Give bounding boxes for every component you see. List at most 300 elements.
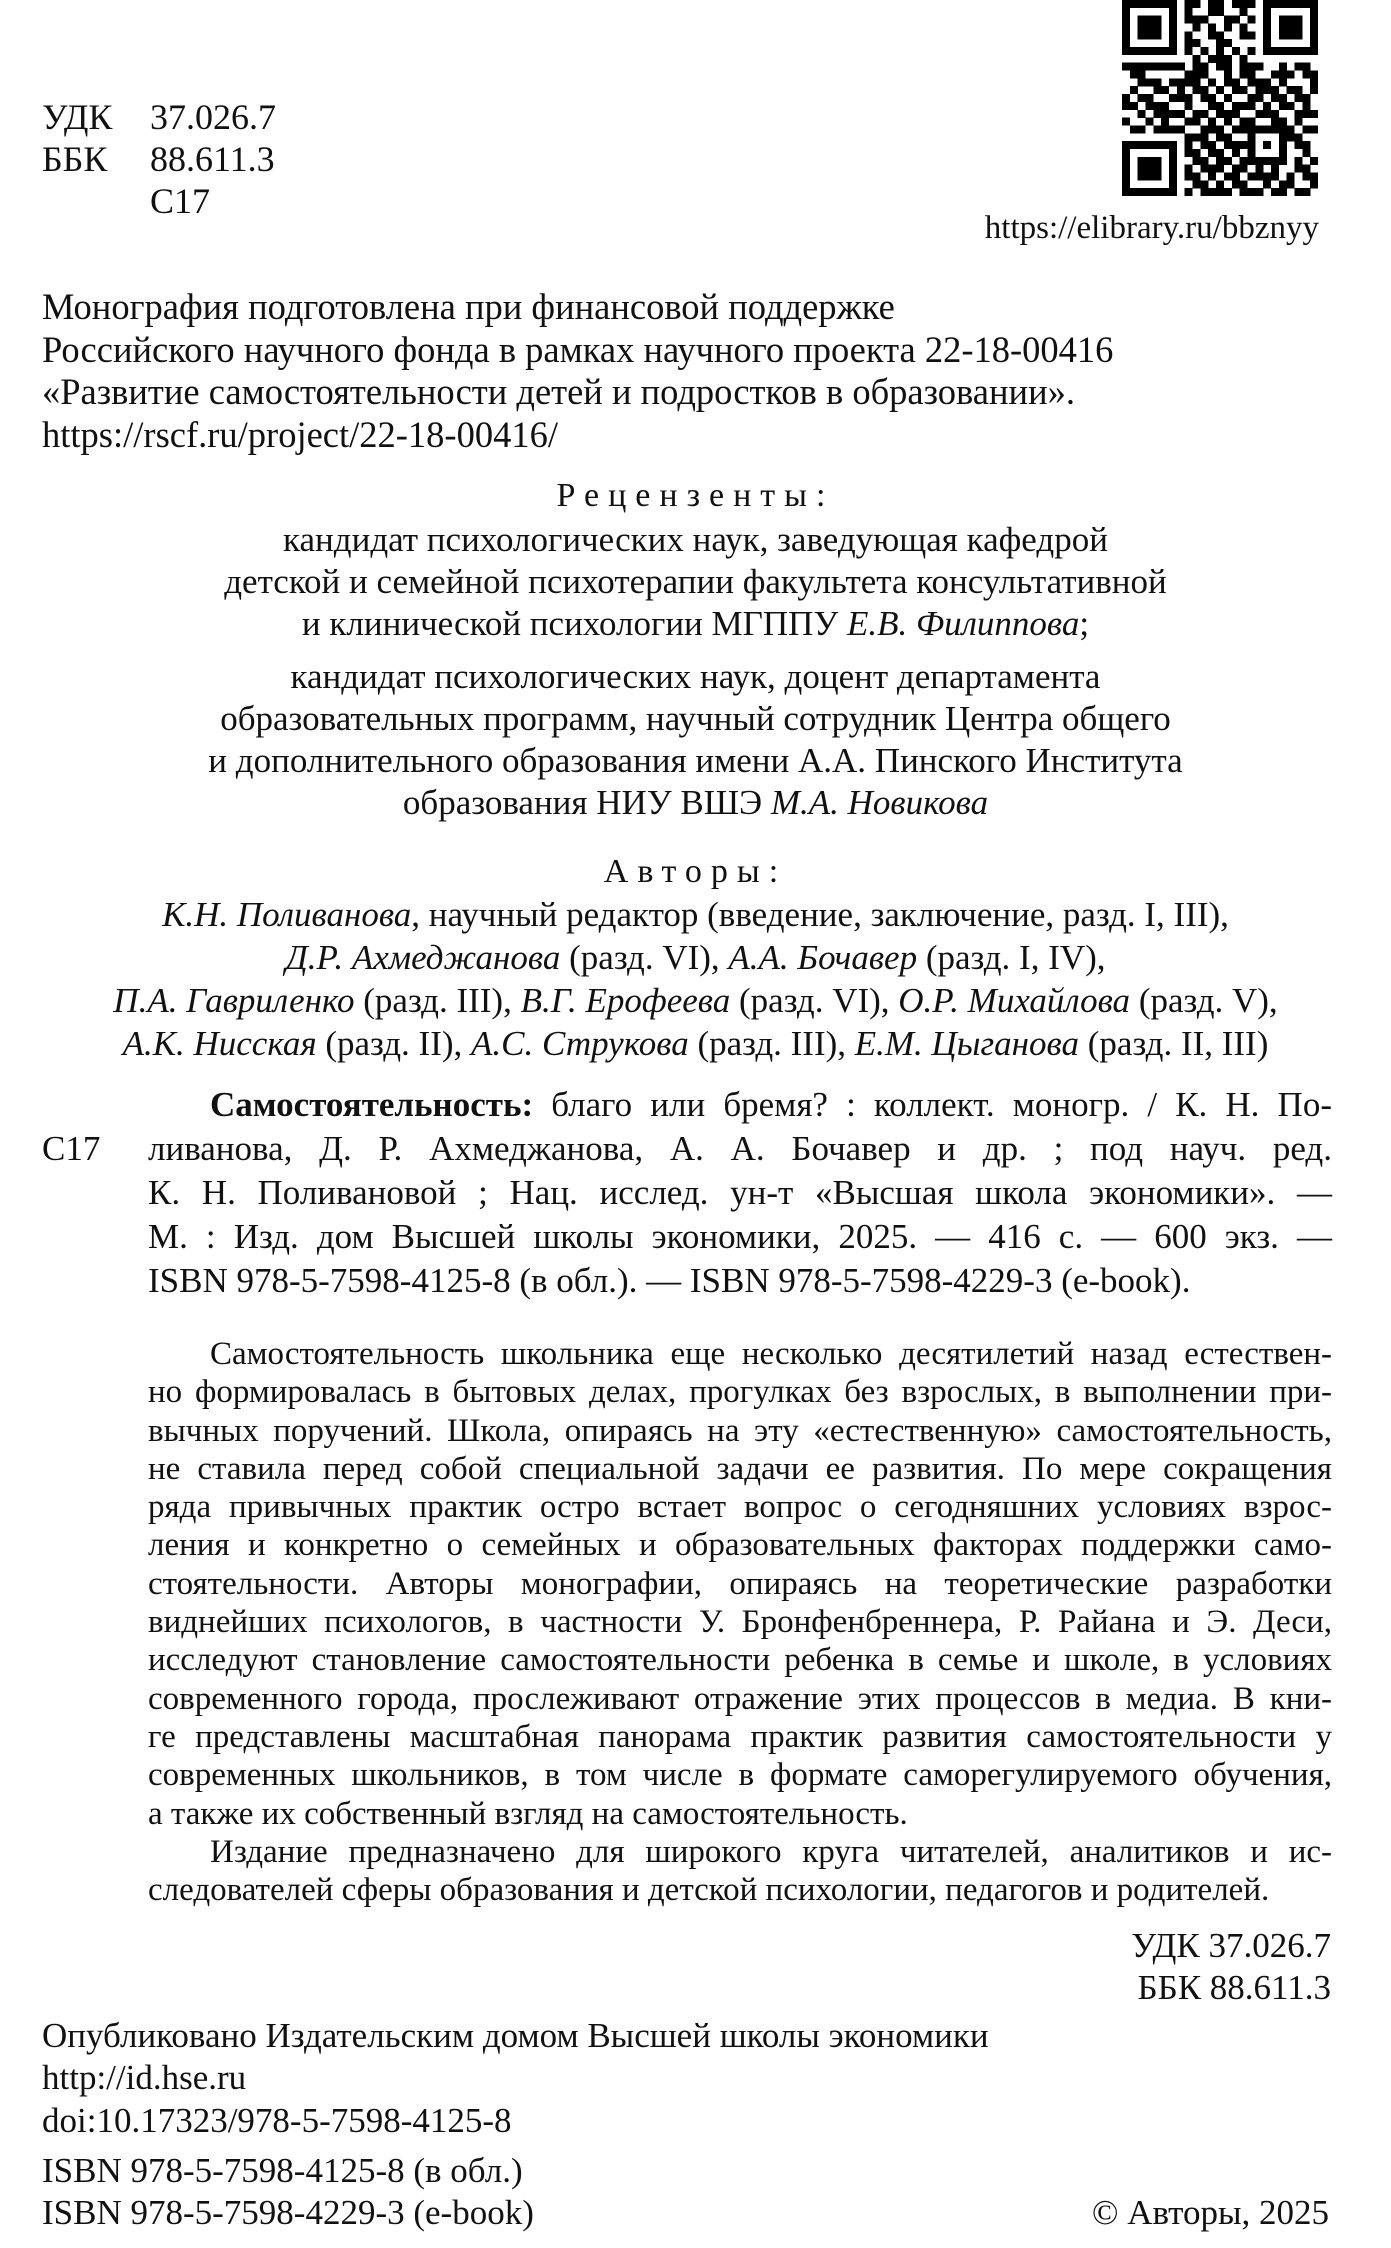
qr-module bbox=[1138, 172, 1146, 180]
qr-module bbox=[1185, 8, 1193, 16]
qr-module bbox=[1146, 165, 1154, 173]
qr-module bbox=[1216, 8, 1224, 16]
qr-module bbox=[1240, 0, 1248, 8]
qr-module bbox=[1122, 188, 1130, 196]
qr-module bbox=[1263, 180, 1271, 188]
qr-module bbox=[1224, 63, 1232, 71]
qr-module bbox=[1263, 47, 1271, 55]
qr-module bbox=[1271, 157, 1279, 165]
qr-module bbox=[1287, 16, 1295, 24]
qr-module bbox=[1240, 180, 1248, 188]
qr-module bbox=[1302, 94, 1310, 102]
qr-module bbox=[1185, 0, 1193, 8]
qr-module bbox=[1247, 172, 1255, 180]
annotation-line: Самостоятельность школьника еще несколько десятилетий назад естествен- bbox=[210, 1336, 1332, 1372]
qr-module bbox=[1240, 71, 1248, 79]
qr-module bbox=[1247, 149, 1255, 157]
qr-module bbox=[1224, 78, 1232, 86]
reviewer-2 bbox=[0, 656, 1391, 824]
qr-module bbox=[1146, 78, 1154, 86]
qr-module bbox=[1122, 63, 1130, 71]
qr-module bbox=[1302, 0, 1310, 8]
annotation-line: не ставила перед собой специальной задачи ее развития. По мере сокращения bbox=[148, 1450, 1332, 1487]
bbk-row bbox=[42, 138, 276, 180]
authors-line bbox=[0, 979, 1391, 1022]
qr-module bbox=[1240, 165, 1248, 173]
qr-module bbox=[1138, 110, 1146, 118]
author-name: Е.М. Цыганова bbox=[854, 1024, 1079, 1063]
publisher-block bbox=[42, 2015, 989, 2099]
qr-module bbox=[1232, 78, 1240, 86]
qr-module bbox=[1263, 24, 1271, 32]
grant-line: Монография подготовлена при финансовой поддержке bbox=[42, 286, 895, 327]
qr-module bbox=[1146, 188, 1154, 196]
qr-module bbox=[1138, 31, 1146, 39]
qr-module bbox=[1138, 71, 1146, 79]
qr-module bbox=[1208, 125, 1216, 133]
qr-module bbox=[1247, 94, 1255, 102]
qr-module bbox=[1169, 172, 1177, 180]
qr-module bbox=[1177, 125, 1185, 133]
qr-module bbox=[1310, 24, 1318, 32]
qr-module bbox=[1146, 47, 1154, 55]
qr-module bbox=[1146, 141, 1154, 149]
qr-module bbox=[1138, 78, 1146, 86]
qr-module bbox=[1224, 39, 1232, 47]
qr-module bbox=[1232, 47, 1240, 55]
qr-module bbox=[1310, 78, 1318, 86]
qr-module bbox=[1310, 172, 1318, 180]
qr-module bbox=[1247, 133, 1255, 141]
qr-module bbox=[1208, 188, 1216, 196]
qr-module bbox=[1255, 172, 1263, 180]
qr-module bbox=[1208, 141, 1216, 149]
qr-module bbox=[1122, 149, 1130, 157]
bib-line: К. Н. Поливановой ; Нац. исслед. ун-т «Высшая школа экономики». — bbox=[148, 1173, 1332, 1212]
qr-module bbox=[1216, 0, 1224, 8]
qr-module bbox=[1224, 133, 1232, 141]
qr-module bbox=[1122, 180, 1130, 188]
qr-module bbox=[1146, 157, 1154, 165]
qr-module bbox=[1208, 118, 1216, 126]
qr-module bbox=[1232, 180, 1240, 188]
qr-module bbox=[1294, 157, 1302, 165]
qr-module bbox=[1271, 0, 1279, 8]
qr-module bbox=[1146, 63, 1154, 71]
qr-module bbox=[1153, 16, 1161, 24]
qr-module bbox=[1130, 63, 1138, 71]
qr-module bbox=[1153, 63, 1161, 71]
qr-module bbox=[1287, 31, 1295, 39]
qr-module bbox=[1310, 39, 1318, 47]
qr-module bbox=[1310, 71, 1318, 79]
qr-module bbox=[1271, 118, 1279, 126]
qr-module bbox=[1271, 110, 1279, 118]
qr-module bbox=[1224, 110, 1232, 118]
qr-module bbox=[1138, 0, 1146, 8]
qr-module bbox=[1294, 141, 1302, 149]
bib-line: ISBN 978-5-7598-4125-8 (в обл.). — ISBN 978-5-7598-4229-3 (e-book). bbox=[148, 1261, 1191, 1300]
qr-module bbox=[1169, 8, 1177, 16]
qr-module bbox=[1240, 8, 1248, 16]
qr-module bbox=[1240, 102, 1248, 110]
qr-module bbox=[1208, 102, 1216, 110]
publisher-url[interactable]: http://id.hse.ru bbox=[42, 2058, 247, 2097]
qr-module bbox=[1294, 94, 1302, 102]
qr-module bbox=[1279, 125, 1287, 133]
bibliographic-record bbox=[148, 1083, 1332, 1303]
qr-module bbox=[1193, 86, 1201, 94]
qr-module bbox=[1287, 86, 1295, 94]
qr-module bbox=[1185, 16, 1193, 24]
qr-module bbox=[1263, 141, 1271, 149]
qr-module bbox=[1224, 71, 1232, 79]
author-mark-row bbox=[42, 180, 276, 222]
qr-module bbox=[1153, 0, 1161, 8]
qr-module bbox=[1208, 8, 1216, 16]
reviewer-2-line: кандидат психологических наук, доцент департамента bbox=[290, 657, 1101, 696]
qr-module bbox=[1294, 16, 1302, 24]
qr-module bbox=[1310, 16, 1318, 24]
reviewer-1-line: кандидат психологических наук, заведующая кафедрой bbox=[283, 520, 1108, 559]
authors-line bbox=[0, 1022, 1391, 1065]
qr-module bbox=[1122, 94, 1130, 102]
qr-module bbox=[1153, 102, 1161, 110]
qr-module bbox=[1302, 63, 1310, 71]
annotation-line: стоятельности. Авторы монографии, опираясь на теоретические разработки bbox=[148, 1565, 1332, 1602]
qr-module bbox=[1208, 55, 1216, 63]
qr-module bbox=[1216, 149, 1224, 157]
qr-module bbox=[1169, 180, 1177, 188]
qr-module bbox=[1200, 141, 1208, 149]
qr-module bbox=[1294, 63, 1302, 71]
qr-module bbox=[1287, 172, 1295, 180]
annotation-line: виднейших психологов, в частности У. Бронфенбреннера, Р. Райана и Э. Деси, bbox=[148, 1604, 1332, 1641]
grant-project-link[interactable]: https://rscf.ru/project/22-18-00416/ bbox=[42, 413, 558, 455]
author-role: (разд. VI), bbox=[560, 938, 729, 977]
qr-module bbox=[1310, 157, 1318, 165]
qr-module bbox=[1247, 125, 1255, 133]
reviewer-2-line: и дополнительного образования имени А.А. Пинского Института bbox=[208, 741, 1183, 780]
author-name: О.Р. Михайлова bbox=[898, 981, 1131, 1020]
qr-module bbox=[1247, 102, 1255, 110]
qr-module bbox=[1232, 102, 1240, 110]
annotation-line: исследуют становление самостоятельности ребенка в семье и школе, в условиях bbox=[148, 1642, 1332, 1679]
qr-module bbox=[1271, 94, 1279, 102]
qr-module bbox=[1287, 24, 1295, 32]
qr-module bbox=[1240, 86, 1248, 94]
qr-module bbox=[1130, 102, 1138, 110]
qr-module bbox=[1153, 172, 1161, 180]
isbn-print: ISBN 978-5-7598-4125-8 (в обл.) bbox=[42, 2151, 523, 2190]
qr-module bbox=[1153, 188, 1161, 196]
reviewer-2-line bbox=[0, 782, 1391, 824]
author-name: А.С. Струкова bbox=[471, 1024, 689, 1063]
qr-module bbox=[1224, 94, 1232, 102]
qr-module bbox=[1138, 141, 1146, 149]
qr-module bbox=[1224, 141, 1232, 149]
qr-module bbox=[1200, 133, 1208, 141]
qr-module bbox=[1130, 71, 1138, 79]
annotation-line: ления и конкретно о семейных и образовательных факторах поддержки само- bbox=[148, 1527, 1332, 1564]
qr-module bbox=[1255, 188, 1263, 196]
doi[interactable]: doi:10.17323/978-5-7598-4125-8 bbox=[42, 2101, 512, 2140]
qr-module bbox=[1161, 0, 1169, 8]
qr-module bbox=[1255, 157, 1263, 165]
qr-module bbox=[1185, 118, 1193, 126]
annotation-line: ряда привычных практик остро встает вопрос о сегодняшних условиях взрос- bbox=[148, 1489, 1332, 1526]
qr-module bbox=[1302, 71, 1310, 79]
qr-module bbox=[1161, 86, 1169, 94]
isbn-ebook: ISBN 978-5-7598-4229-3 (e-book) bbox=[42, 2193, 534, 2232]
qr-module bbox=[1122, 16, 1130, 24]
qr-module bbox=[1271, 165, 1279, 173]
qr-module bbox=[1138, 63, 1146, 71]
qr-module bbox=[1138, 16, 1146, 24]
qr-module bbox=[1294, 0, 1302, 8]
qr-module bbox=[1302, 172, 1310, 180]
qr-module bbox=[1146, 31, 1154, 39]
qr-module bbox=[1247, 31, 1255, 39]
bib-line: ливанова, Д. Р. Ахмеджанова, А. А. Бочавер и др. ; под науч. ред. bbox=[148, 1129, 1332, 1168]
qr-module bbox=[1310, 125, 1318, 133]
classification-block bbox=[42, 96, 276, 222]
qr-module bbox=[1279, 63, 1287, 71]
qr-module bbox=[1146, 172, 1154, 180]
qr-module bbox=[1208, 0, 1216, 8]
qr-module bbox=[1193, 55, 1201, 63]
qr-module bbox=[1224, 118, 1232, 126]
qr-module bbox=[1169, 78, 1177, 86]
qr-module bbox=[1169, 110, 1177, 118]
qr-module bbox=[1279, 141, 1287, 149]
qr-module bbox=[1169, 157, 1177, 165]
qr-module bbox=[1310, 110, 1318, 118]
qr-module bbox=[1294, 133, 1302, 141]
qr-module bbox=[1263, 172, 1271, 180]
qr-module bbox=[1153, 110, 1161, 118]
qr-module bbox=[1193, 78, 1201, 86]
qr-module bbox=[1263, 78, 1271, 86]
qr-module bbox=[1177, 86, 1185, 94]
qr-module bbox=[1216, 102, 1224, 110]
bib-title: Самостоятельность: bbox=[210, 1085, 534, 1124]
author-name: К.Н. Поливанова bbox=[162, 895, 412, 934]
qr-module bbox=[1153, 157, 1161, 165]
bbk-value: 88.611.3 bbox=[150, 139, 275, 179]
qr-module bbox=[1161, 47, 1169, 55]
qr-module bbox=[1122, 102, 1130, 110]
qr-module bbox=[1146, 94, 1154, 102]
qr-module bbox=[1279, 180, 1287, 188]
qr-module bbox=[1200, 165, 1208, 173]
qr-module bbox=[1153, 125, 1161, 133]
qr-module bbox=[1185, 31, 1193, 39]
qr-module bbox=[1153, 47, 1161, 55]
qr-module bbox=[1130, 47, 1138, 55]
qr-module bbox=[1200, 86, 1208, 94]
qr-module bbox=[1247, 78, 1255, 86]
qr-module bbox=[1294, 110, 1302, 118]
copyright: © Авторы, 2025 bbox=[1091, 2193, 1329, 2232]
author-role: (разд. VI), bbox=[730, 981, 899, 1020]
qr-module bbox=[1130, 188, 1138, 196]
bbk-label: ББК bbox=[42, 139, 108, 179]
qr-module bbox=[1240, 157, 1248, 165]
qr-module bbox=[1161, 102, 1169, 110]
qr-module bbox=[1177, 110, 1185, 118]
qr-module bbox=[1185, 172, 1193, 180]
qr-module bbox=[1169, 0, 1177, 8]
qr-module bbox=[1193, 63, 1201, 71]
qr-module bbox=[1287, 180, 1295, 188]
qr-module bbox=[1216, 47, 1224, 55]
qr-module bbox=[1294, 31, 1302, 39]
qr-module bbox=[1193, 0, 1201, 8]
qr-module bbox=[1287, 133, 1295, 141]
qr-module bbox=[1255, 94, 1263, 102]
annotation-line: современных школьников, в том числе в формате саморегулируемого обучения, bbox=[148, 1757, 1332, 1794]
qr-module bbox=[1240, 31, 1248, 39]
qr-module bbox=[1294, 118, 1302, 126]
qr-module bbox=[1263, 0, 1271, 8]
qr-module bbox=[1287, 71, 1295, 79]
annotation-line: Издание предназначено для широкого круга читателей, аналитиков и ис- bbox=[210, 1833, 1332, 1870]
qr-module bbox=[1138, 157, 1146, 165]
qr-module bbox=[1130, 141, 1138, 149]
qr-module bbox=[1161, 125, 1169, 133]
qr-module bbox=[1200, 94, 1208, 102]
udk-row bbox=[42, 96, 276, 138]
qr-module bbox=[1247, 63, 1255, 71]
qr-module bbox=[1208, 172, 1216, 180]
qr-module bbox=[1193, 71, 1201, 79]
qr-module bbox=[1177, 78, 1185, 86]
elibrary-link[interactable]: https://elibrary.ru/bbznyy bbox=[984, 210, 1319, 246]
qr-module bbox=[1146, 102, 1154, 110]
qr-module bbox=[1169, 188, 1177, 196]
author-mark: С17 bbox=[150, 181, 211, 221]
qr-module bbox=[1279, 133, 1287, 141]
qr-module bbox=[1122, 141, 1130, 149]
qr-module bbox=[1130, 125, 1138, 133]
qr-module bbox=[1247, 47, 1255, 55]
author-role: (разд. II, III) bbox=[1079, 1024, 1269, 1063]
annotation-line: современного города, прослеживают отражение этих процессов в медиа. В кни- bbox=[148, 1680, 1332, 1717]
qr-module bbox=[1271, 188, 1279, 196]
qr-module bbox=[1208, 31, 1216, 39]
qr-module bbox=[1200, 180, 1208, 188]
qr-module bbox=[1200, 157, 1208, 165]
qr-module bbox=[1232, 125, 1240, 133]
qr-module bbox=[1263, 86, 1271, 94]
qr-module bbox=[1193, 180, 1201, 188]
bib-author-mark: С17 bbox=[42, 1129, 101, 1168]
qr-module bbox=[1247, 0, 1255, 8]
qr-module bbox=[1216, 86, 1224, 94]
qr-module bbox=[1169, 16, 1177, 24]
qr-module bbox=[1161, 141, 1169, 149]
qr-module bbox=[1224, 55, 1232, 63]
qr-module bbox=[1279, 71, 1287, 79]
qr-module bbox=[1193, 24, 1201, 32]
reviewer-1-name: Е.В. Филиппова bbox=[846, 604, 1080, 643]
qr-module bbox=[1193, 110, 1201, 118]
reviewer-1-affiliation: и клинической психологии МГППУ bbox=[301, 604, 847, 643]
qr-module bbox=[1279, 94, 1287, 102]
qr-module bbox=[1224, 188, 1232, 196]
qr-module bbox=[1153, 141, 1161, 149]
qr-module bbox=[1240, 63, 1248, 71]
qr-module bbox=[1232, 0, 1240, 8]
qr-module bbox=[1302, 141, 1310, 149]
qr-module bbox=[1263, 8, 1271, 16]
qr-module bbox=[1216, 110, 1224, 118]
qr-module bbox=[1279, 188, 1287, 196]
qr-module bbox=[1193, 157, 1201, 165]
qr-module bbox=[1240, 118, 1248, 126]
qr-module bbox=[1255, 110, 1263, 118]
bib-line: Самостоятельность: благо или бремя? : коллект. моногр. / К. Н. По- bbox=[210, 1085, 1332, 1124]
reviewer-2-line: образовательных программ, научный сотрудник Центра общего bbox=[220, 699, 1171, 738]
qr-module bbox=[1247, 118, 1255, 126]
qr-module bbox=[1169, 125, 1177, 133]
qr-module bbox=[1294, 165, 1302, 173]
qr-module bbox=[1224, 172, 1232, 180]
qr-module bbox=[1169, 24, 1177, 32]
qr-module bbox=[1216, 31, 1224, 39]
qr-module bbox=[1153, 78, 1161, 86]
qr-module bbox=[1122, 172, 1130, 180]
qr-module bbox=[1279, 31, 1287, 39]
qr-module bbox=[1271, 86, 1279, 94]
qr-module bbox=[1153, 86, 1161, 94]
qr-module bbox=[1224, 16, 1232, 24]
qr-module bbox=[1247, 16, 1255, 24]
qr-module bbox=[1240, 55, 1248, 63]
qr-module bbox=[1279, 102, 1287, 110]
reviewer-2-affiliation: образования НИУ ВШЭ bbox=[402, 783, 771, 822]
annotation-line: а также их собственный взгляд на самостоятельность. bbox=[148, 1795, 908, 1832]
author-name: В.Г. Ерофеева bbox=[520, 981, 731, 1020]
qr-module bbox=[1161, 118, 1169, 126]
qr-module bbox=[1169, 47, 1177, 55]
qr-module bbox=[1232, 165, 1240, 173]
qr-module bbox=[1216, 55, 1224, 63]
qr-module bbox=[1255, 78, 1263, 86]
author-role: (разд. V), bbox=[1130, 981, 1278, 1020]
qr-module bbox=[1232, 16, 1240, 24]
qr-module bbox=[1193, 118, 1201, 126]
author-role: (разд. III), bbox=[354, 981, 521, 1020]
qr-module bbox=[1216, 165, 1224, 173]
qr-module bbox=[1216, 125, 1224, 133]
qr-module bbox=[1185, 102, 1193, 110]
qr-module bbox=[1263, 16, 1271, 24]
qr-module bbox=[1224, 157, 1232, 165]
author-name: П.А. Гавриленко bbox=[113, 981, 355, 1020]
qr-module bbox=[1279, 47, 1287, 55]
qr-module bbox=[1208, 94, 1216, 102]
qr-module bbox=[1310, 86, 1318, 94]
qr-module bbox=[1185, 133, 1193, 141]
qr-module bbox=[1138, 125, 1146, 133]
qr-module bbox=[1263, 110, 1271, 118]
qr-module bbox=[1287, 0, 1295, 8]
qr-module bbox=[1208, 165, 1216, 173]
reviewer-1-line: детской и семейной психотерапии факультета консультативной bbox=[224, 562, 1167, 601]
qr-module bbox=[1200, 63, 1208, 71]
